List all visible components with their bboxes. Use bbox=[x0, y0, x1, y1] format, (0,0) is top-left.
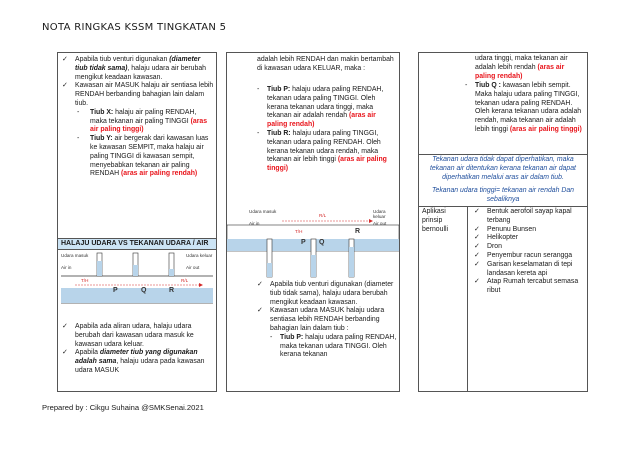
tube-r-title: Tiub R: bbox=[267, 129, 291, 137]
application-item bbox=[474, 252, 586, 261]
tube-q-red: (aras air paling tinggi) bbox=[509, 125, 582, 133]
list-item bbox=[257, 334, 397, 360]
check-icon: ✓ bbox=[62, 56, 68, 63]
dash-icon: - bbox=[270, 333, 273, 341]
col1-b1b: (diameter tiub tidak sama) bbox=[75, 56, 201, 72]
list-item bbox=[257, 86, 397, 130]
tube-p2-text: halaju udara paling RENDAH, maka tekanan udara TINGGI. Oleh kerana tekanan bbox=[280, 333, 397, 359]
list-item bbox=[62, 82, 214, 108]
tube-p2-title: Tiub P: bbox=[280, 333, 304, 341]
tube-p-text: halaju udara paling RENDAH, tekanan udara paling TINGGI. Oleh kerana tekanan udara tinggi, maka tekanan air adalah rendah bbox=[267, 86, 384, 120]
check-icon: ✓ bbox=[257, 307, 263, 315]
tube-x-red: (aras air paling tinggi) bbox=[90, 117, 208, 134]
dash-icon: - bbox=[465, 82, 468, 89]
page-title: NOTA RINGKAS KSSM TINGKATAN 5 bbox=[42, 22, 227, 33]
col1-b4c: , halaju udara pada kawasan udara MASUK bbox=[75, 358, 205, 374]
application-text: Dron bbox=[487, 243, 502, 251]
venturi-diagram-2 bbox=[227, 209, 399, 279]
table-divider bbox=[467, 206, 468, 391]
air-in-label: Udara masuk bbox=[249, 209, 277, 214]
application-text: Garisan keselamatan di tepi landasan kereta api bbox=[487, 260, 573, 277]
col3-top bbox=[475, 55, 585, 81]
water-in-label: Air in bbox=[61, 265, 72, 270]
check-icon: ✓ bbox=[474, 278, 480, 286]
venturi-diagram-1 bbox=[61, 251, 213, 311]
column-2 bbox=[226, 52, 400, 392]
tube-r-label: R bbox=[169, 287, 175, 294]
note-2: Tekanan udara tinggi= tekanan air rendah Dan sebaliknya bbox=[431, 187, 575, 203]
column-3 bbox=[418, 52, 588, 392]
divider bbox=[419, 154, 587, 155]
tube-r-label: R bbox=[355, 228, 361, 235]
tube-q-label: Q bbox=[319, 239, 325, 246]
list-item bbox=[62, 135, 214, 179]
diagram-2-svg bbox=[227, 209, 399, 279]
check-icon: ✓ bbox=[474, 208, 480, 215]
tube-x-text: halaju air paling RENDAH, maka tekanan air paling TINGGI bbox=[90, 108, 197, 125]
tube-r-red: (aras air paling tinggi) bbox=[267, 156, 387, 173]
dash-icon: - bbox=[77, 108, 80, 116]
col2-b2: Kawasan udara MASUK halaju udara sentiasa lebih RENDAH berbanding bahagian lain dalam tiub : bbox=[270, 307, 385, 332]
tube-q-title: Tiub Q : bbox=[475, 82, 501, 89]
check-icon: ✓ bbox=[62, 323, 68, 330]
dash-icon: - bbox=[257, 86, 260, 93]
list-item bbox=[62, 109, 214, 135]
list-item bbox=[257, 130, 397, 174]
section-heading: HALAJU UDARA VS TEKANAN UDARA / AIR bbox=[58, 238, 216, 250]
check-icon: ✓ bbox=[62, 82, 68, 90]
tube-q-text: kawasan lebih sempit. Maka halaju udara paling TINGGI, tekanan udara paling RENDAH. Oleh kerana tekanan udara adalah rendah, maka tekanan air adalah lebih tinggi bbox=[475, 82, 582, 133]
tube-y-text: air bergerak dari kawasan luas ke kawasan SEMPIT, maka halaju air paling TINGGI di kawasan sempit, menyebabkan tekanan air paling RENDAH bbox=[90, 135, 209, 178]
note-1: Tekanan udara tidak dapat diperhatikan, maka tekanan air ditentukan kerana tekanan air dapat diperhatikan melalui aras air dalam tiub. bbox=[430, 156, 576, 181]
col3-top-red: (aras air paling rendah) bbox=[475, 63, 565, 80]
check-icon: ✓ bbox=[474, 225, 480, 233]
check-icon: ✓ bbox=[257, 281, 263, 288]
application-text: Penunu Bunsen bbox=[487, 225, 537, 233]
tube-q-label: Q bbox=[141, 287, 147, 294]
application-item bbox=[474, 234, 586, 243]
col1-b3: Apabila ada aliran udara, halaju udara berubah dari kawasan udara masuk ke kawasan udara keluar. bbox=[75, 323, 194, 348]
col1-b4a: Apabila bbox=[75, 349, 100, 357]
application-item bbox=[474, 243, 586, 252]
high-pressure-label: T/H bbox=[81, 278, 89, 283]
list-item bbox=[465, 82, 585, 135]
application-item bbox=[474, 226, 586, 235]
dash-icon: - bbox=[77, 135, 80, 143]
air-in-label: Udara masuk bbox=[61, 253, 89, 258]
tube-p-red: (aras air paling rendah) bbox=[267, 112, 376, 129]
air-out-label: Udara keluar bbox=[186, 253, 213, 258]
check-icon: ✓ bbox=[474, 251, 480, 259]
column-1 bbox=[57, 52, 217, 392]
application-item bbox=[474, 208, 586, 226]
check-icon: ✓ bbox=[474, 243, 480, 251]
list-item bbox=[62, 323, 214, 349]
col1-b1a: Apabila tiub venturi digunakan bbox=[75, 56, 168, 63]
low-pressure-label: R/L bbox=[181, 278, 189, 283]
low-pressure-label: R/L bbox=[319, 213, 327, 218]
col2-b1: Apabila tiub venturi digunakan (diameter tiub tidak sama), halaju udara berubah mengikut keadaan kawasan. bbox=[270, 281, 394, 306]
water-out-label: Air out bbox=[186, 265, 200, 270]
check-icon: ✓ bbox=[62, 349, 68, 357]
application-label: Aplikasi prinsip bernoulli bbox=[422, 208, 449, 233]
application-text: Penyembur racun serangga bbox=[487, 251, 573, 259]
tube-y-red: (aras air paling rendah) bbox=[121, 170, 198, 178]
divider bbox=[419, 206, 587, 207]
application-text: Helikopter bbox=[487, 234, 519, 242]
application-text: Atap Rumah tercabut semasa ribut bbox=[487, 278, 579, 295]
col3-top-text: udara tinggi, maka tekanan air adalah lebih rendah bbox=[475, 55, 568, 71]
water-in-label: Air in bbox=[249, 221, 260, 226]
list-item bbox=[62, 56, 214, 82]
check-icon: ✓ bbox=[474, 234, 480, 242]
water-out-label: Air out bbox=[373, 221, 387, 226]
applications-list bbox=[474, 208, 586, 296]
air-out-label: Udara keluar bbox=[373, 209, 386, 219]
tube-r-text: halaju udara paling TINGGI, tekanan udara paling RENDAH. Oleh kerana tekanan udara rendah, maka tekanan air lebih tinggi bbox=[267, 129, 381, 164]
high-pressure-label: T/H bbox=[295, 229, 303, 234]
footer-credit: Prepared by : Cikgu Suhaina @SMKSenai.2021 bbox=[42, 403, 204, 412]
col1-b4b: diameter tiub yang digunakan adalah sama bbox=[75, 349, 198, 366]
col1-b2: Kawasan air MASUK halaju air sentiasa lebih RENDAH berbanding bahagian lain dalam tiub. bbox=[75, 82, 214, 107]
tube-p-title: Tiub P: bbox=[267, 86, 291, 93]
tube-x-label: Tiub X: bbox=[90, 108, 114, 116]
col1-b1c: , halaju udara air berubah mengikut keadaan kawasan. bbox=[75, 64, 207, 81]
dash-icon: - bbox=[257, 129, 260, 137]
list-item bbox=[257, 281, 397, 307]
list-item bbox=[62, 349, 214, 375]
list-item bbox=[257, 307, 397, 333]
application-item bbox=[474, 278, 586, 296]
tube-y-label: Tiub Y: bbox=[90, 135, 113, 143]
application-text: Bentuk aerofoil sayap kapal terbang bbox=[487, 208, 572, 224]
tube-p-label: P bbox=[113, 287, 118, 294]
application-item bbox=[474, 261, 586, 279]
tube-p-label: P bbox=[301, 239, 306, 246]
col2-top: adalah lebih RENDAH dan makin bertambah di kawasan udara KELUAR, maka : bbox=[257, 56, 394, 72]
check-icon: ✓ bbox=[474, 260, 480, 268]
